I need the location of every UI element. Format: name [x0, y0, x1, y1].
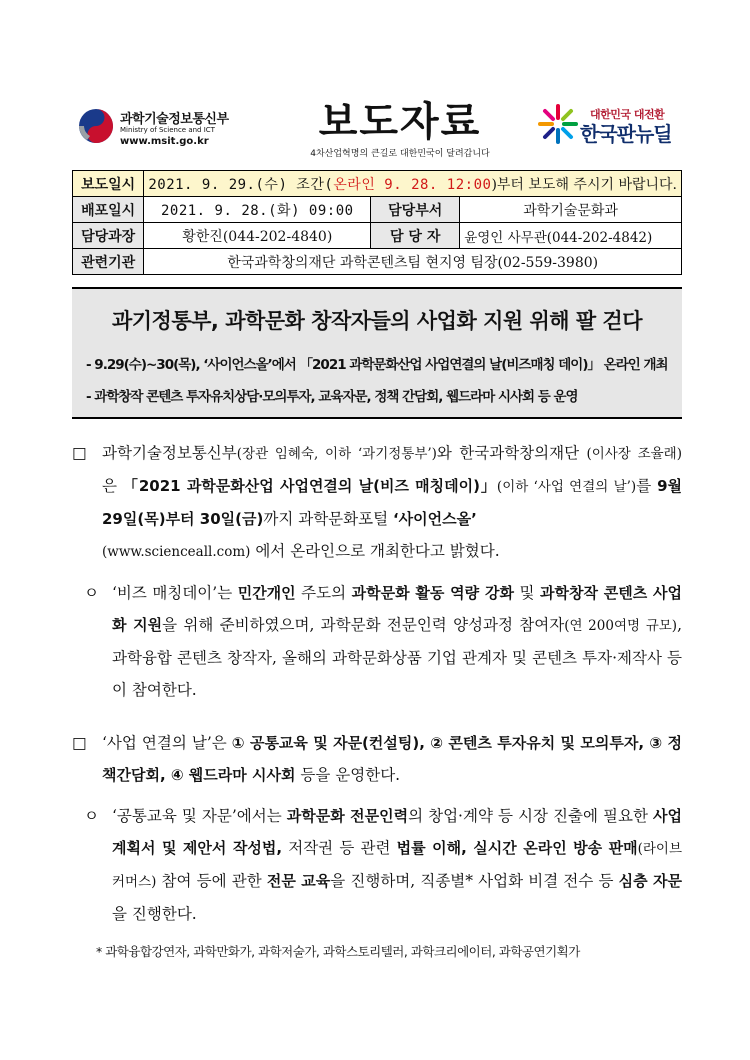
p1-m: 에서 온라인으로 개최한다고 밝혔다. — [250, 542, 500, 560]
related-label: 관련기관 — [73, 249, 144, 275]
p2-e: 및 — [513, 584, 540, 602]
related-row — [73, 249, 682, 275]
p2-b: 민간개인 — [237, 584, 296, 602]
p2-g: 을 위해 준비하였으며, 과학문화 전문인력 양성과정 참여자 — [162, 616, 565, 634]
p1-k: ‘사이언스올’ — [392, 510, 477, 528]
p4-e: 저작권 등 관련 — [282, 839, 397, 857]
p2-i: , 과학융합 콘텐츠 창작자, 올해의 과학문화상품 기업 관계자 및 콘텐츠 투자·제작사 등이 참여한다. — [112, 616, 682, 699]
headline-sub2: - 과학창작 콘텐츠 투자유치상담·모의투자, 교육자문, 정책 간담회, 웹드라마 시사회 등 운영 — [86, 389, 578, 405]
release-pre: 2021. 9. 29.(수) 조간( — [148, 176, 334, 193]
p1-h: 를 — [636, 477, 658, 495]
circle-bullet: ㅇ — [84, 807, 99, 825]
p4-b: 과학문화 전문인력 — [286, 807, 409, 825]
release-label: 보도일시 — [73, 171, 144, 197]
p2-h: (연 200여명 규모) — [564, 618, 678, 634]
p4-g: (라이브 커머스) — [112, 841, 682, 890]
header-slogan: 4차산업혁명의 큰길로 대한민국이 달려갑니다 — [310, 149, 490, 159]
ministry-eng-name: Ministry of Science and ICT — [120, 126, 215, 134]
release-online: 온라인 9. 28. 12:00 — [333, 176, 492, 193]
paragraph-3 — [72, 727, 682, 791]
p1-b: (장관 임혜숙, 이하 ‘과기정통부’) — [236, 446, 437, 462]
ministry-logo — [78, 106, 278, 156]
p1-i: 9월 29일(목)부터 30일(금) — [102, 477, 683, 528]
circle-bullet: ㅇ — [84, 584, 99, 602]
square-bullet: □ — [72, 444, 87, 462]
new-deal-tagline: 대한민국 대전환 — [590, 108, 665, 121]
release-row — [73, 171, 682, 197]
manager-dept-value: 황한진(044-202-4840) — [144, 223, 371, 249]
p3-c: 등을 운영한다. — [295, 766, 401, 784]
press-header — [0, 88, 750, 168]
p3-b: ① 공통교육 및 자문(컨설팅), ② 콘텐츠 투자유치 및 모의투자, ③ 정책간담회, ④ 웹드라마 시사회 — [102, 734, 682, 784]
p2-a: ‘비즈 매칭데이’는 — [112, 584, 238, 602]
p1-d: (이사장 조율래) — [586, 446, 682, 462]
headline-box — [72, 287, 682, 419]
dept-value: 과학기술문화과 — [460, 197, 682, 223]
p2-f: 과학창작 콘텐츠 사업화 지원 — [112, 584, 682, 634]
paragraph-1 — [72, 437, 682, 568]
related-value: 한국과학창의재단 과학콘텐츠팀 현지영 팀장(02-559-3980) — [144, 249, 682, 275]
paragraph-2 — [72, 577, 682, 706]
headline-title: 과기정통부, 과학문화 창작자들의 사업화 지원 위해 팔 걷다 — [111, 309, 643, 333]
p4-d: 사업계획서 및 제안서 작성법, — [112, 807, 682, 857]
taegeuk-emblem-icon — [78, 108, 114, 144]
staff-label: 담 당 자 — [371, 223, 460, 249]
ministry-url: www.msit.go.kr — [120, 136, 209, 147]
dept-label: 담당부서 — [371, 197, 460, 223]
p4-h: 참여 등에 관한 — [156, 872, 267, 890]
p1-a: 과학기술정보통신부 — [102, 444, 237, 462]
p1-g: (이하 ‘사업 연결의 날’) — [496, 479, 637, 495]
p4-i: 전문 교육 — [266, 872, 331, 890]
new-deal-logo — [536, 102, 686, 152]
new-deal-star-icon — [536, 102, 580, 146]
new-deal-name: 한국판뉴딜 — [580, 122, 672, 146]
p4-k: 심층 자문 — [618, 872, 683, 890]
p3-a: ‘사업 연결의 날’은 — [102, 734, 232, 752]
distribution-row — [73, 197, 682, 223]
p4-l: 을 진행한다. — [112, 905, 197, 923]
manager-dept-label: 담당과장 — [73, 223, 144, 249]
p4-c: 의 창업·계약 등 시장 진출에 필요한 — [408, 807, 653, 825]
ministry-name: 과학기술정보통신부 — [120, 112, 229, 127]
p2-d: 과학문화 활동 역량 강화 — [351, 584, 514, 602]
paragraph-4 — [72, 800, 682, 930]
staff-value: 윤영인 사무관(044-202-4842) — [460, 223, 682, 249]
release-post: )부터 보도해 주시기 바랍니다. — [491, 176, 677, 193]
distribution-label: 배포일시 — [73, 197, 144, 223]
p1-l: (www.scienceall.com) — [102, 544, 251, 560]
p1-f: 「2021 과학문화산업 사업연결의 날(비즈 매칭데이)」 — [122, 477, 497, 495]
p4-a: ‘공통교육 및 자문’에서는 — [112, 807, 287, 825]
square-bullet: □ — [72, 734, 87, 752]
release-value — [144, 171, 682, 197]
press-info-table — [72, 170, 682, 275]
manager-row — [73, 223, 682, 249]
headline-sub1: - 9.29(수)~30(목), ‘사이언스올’에서 「2021 과학문화산업 사업연결의 날(비즈매칭 데이)」 온라인 개최 — [86, 357, 668, 373]
p1-c: 와 한국과학창의재단 — [436, 444, 587, 462]
footnote: * 과학융합강연자, 과학만화가, 과학저술가, 과학스토리텔러, 과학크리에이터, 과학공연기획가 — [96, 944, 580, 959]
distribution-value: 2021. 9. 28.(화) 09:00 — [144, 197, 371, 223]
p4-j: 을 진행하며, 직종별* 사업화 비결 전수 등 — [330, 872, 619, 890]
page-title: 보도자료 — [318, 99, 482, 145]
p2-c: 주도의 — [295, 584, 352, 602]
p4-f: 법률 이해, 실시간 온라인 방송 판매 — [396, 839, 638, 857]
p1-e: 은 — [102, 477, 123, 495]
p1-j: 까지 과학문화포털 — [263, 510, 393, 528]
